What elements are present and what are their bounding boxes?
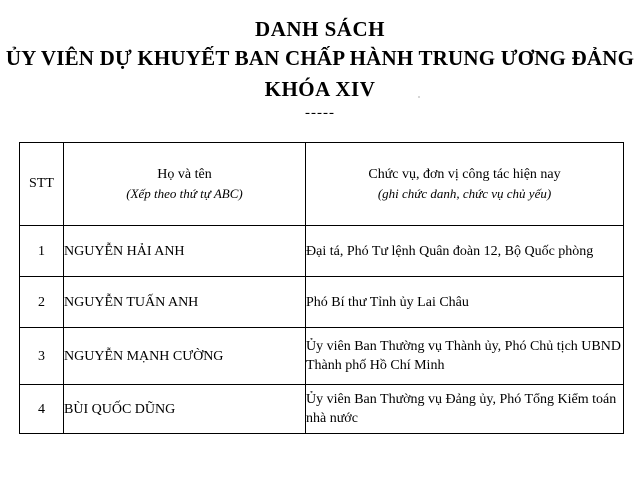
table-row <box>20 328 624 385</box>
row-name: NGUYỄN TUẤN ANH <box>64 277 306 328</box>
column-header-name-sub: (Xếp theo thứ tự ABC) <box>126 186 243 202</box>
table-row <box>20 385 624 434</box>
row-position: Phó Bí thư Tỉnh ủy Lai Châu <box>306 277 624 328</box>
column-header-name-main: Họ và tên <box>157 167 212 183</box>
row-stt: 3 <box>20 328 64 385</box>
page-speck <box>418 96 420 98</box>
table-body <box>20 226 624 434</box>
row-name: NGUYỄN HẢI ANH <box>64 226 306 277</box>
document-header <box>0 0 640 121</box>
column-header-stt: STT <box>20 143 64 226</box>
members-table <box>19 142 624 434</box>
row-name: NGUYỄN MẠNH CƯỜNG <box>64 328 306 385</box>
table-row <box>20 277 624 328</box>
title-separator: ----- <box>305 104 335 121</box>
column-header-position <box>306 143 624 226</box>
document-title-line-3: KHÓA XIV <box>264 76 376 101</box>
table-row <box>20 226 624 277</box>
document-title-line-2: ỦY VIÊN DỰ KHUYẾT BAN CHẤP HÀNH TRUNG ƯƠNG ĐẢNG <box>5 46 635 71</box>
table-header-row <box>20 143 624 226</box>
column-header-position-main: Chức vụ, đơn vị công tác hiện nay <box>368 167 561 183</box>
table-header <box>20 143 624 226</box>
document-title-line-1: DANH SÁCH <box>255 17 385 41</box>
list-table-wrapper <box>19 142 623 434</box>
column-header-name <box>64 143 306 226</box>
row-position: Đại tá, Phó Tư lệnh Quân đoàn 12, Bộ Quốc phòng <box>306 226 624 277</box>
row-position: Ủy viên Ban Thường vụ Thành ủy, Phó Chủ tịch UBND Thành phố Hồ Chí Minh <box>306 328 624 385</box>
row-stt: 1 <box>20 226 64 277</box>
row-stt: 2 <box>20 277 64 328</box>
row-name: BÙI QUỐC DŨNG <box>64 385 306 434</box>
row-position: Ủy viên Ban Thường vụ Đảng ủy, Phó Tổng Kiểm toán nhà nước <box>306 385 624 434</box>
column-header-position-sub: (ghi chức danh, chức vụ chủ yếu) <box>377 186 552 202</box>
row-stt: 4 <box>20 385 64 434</box>
